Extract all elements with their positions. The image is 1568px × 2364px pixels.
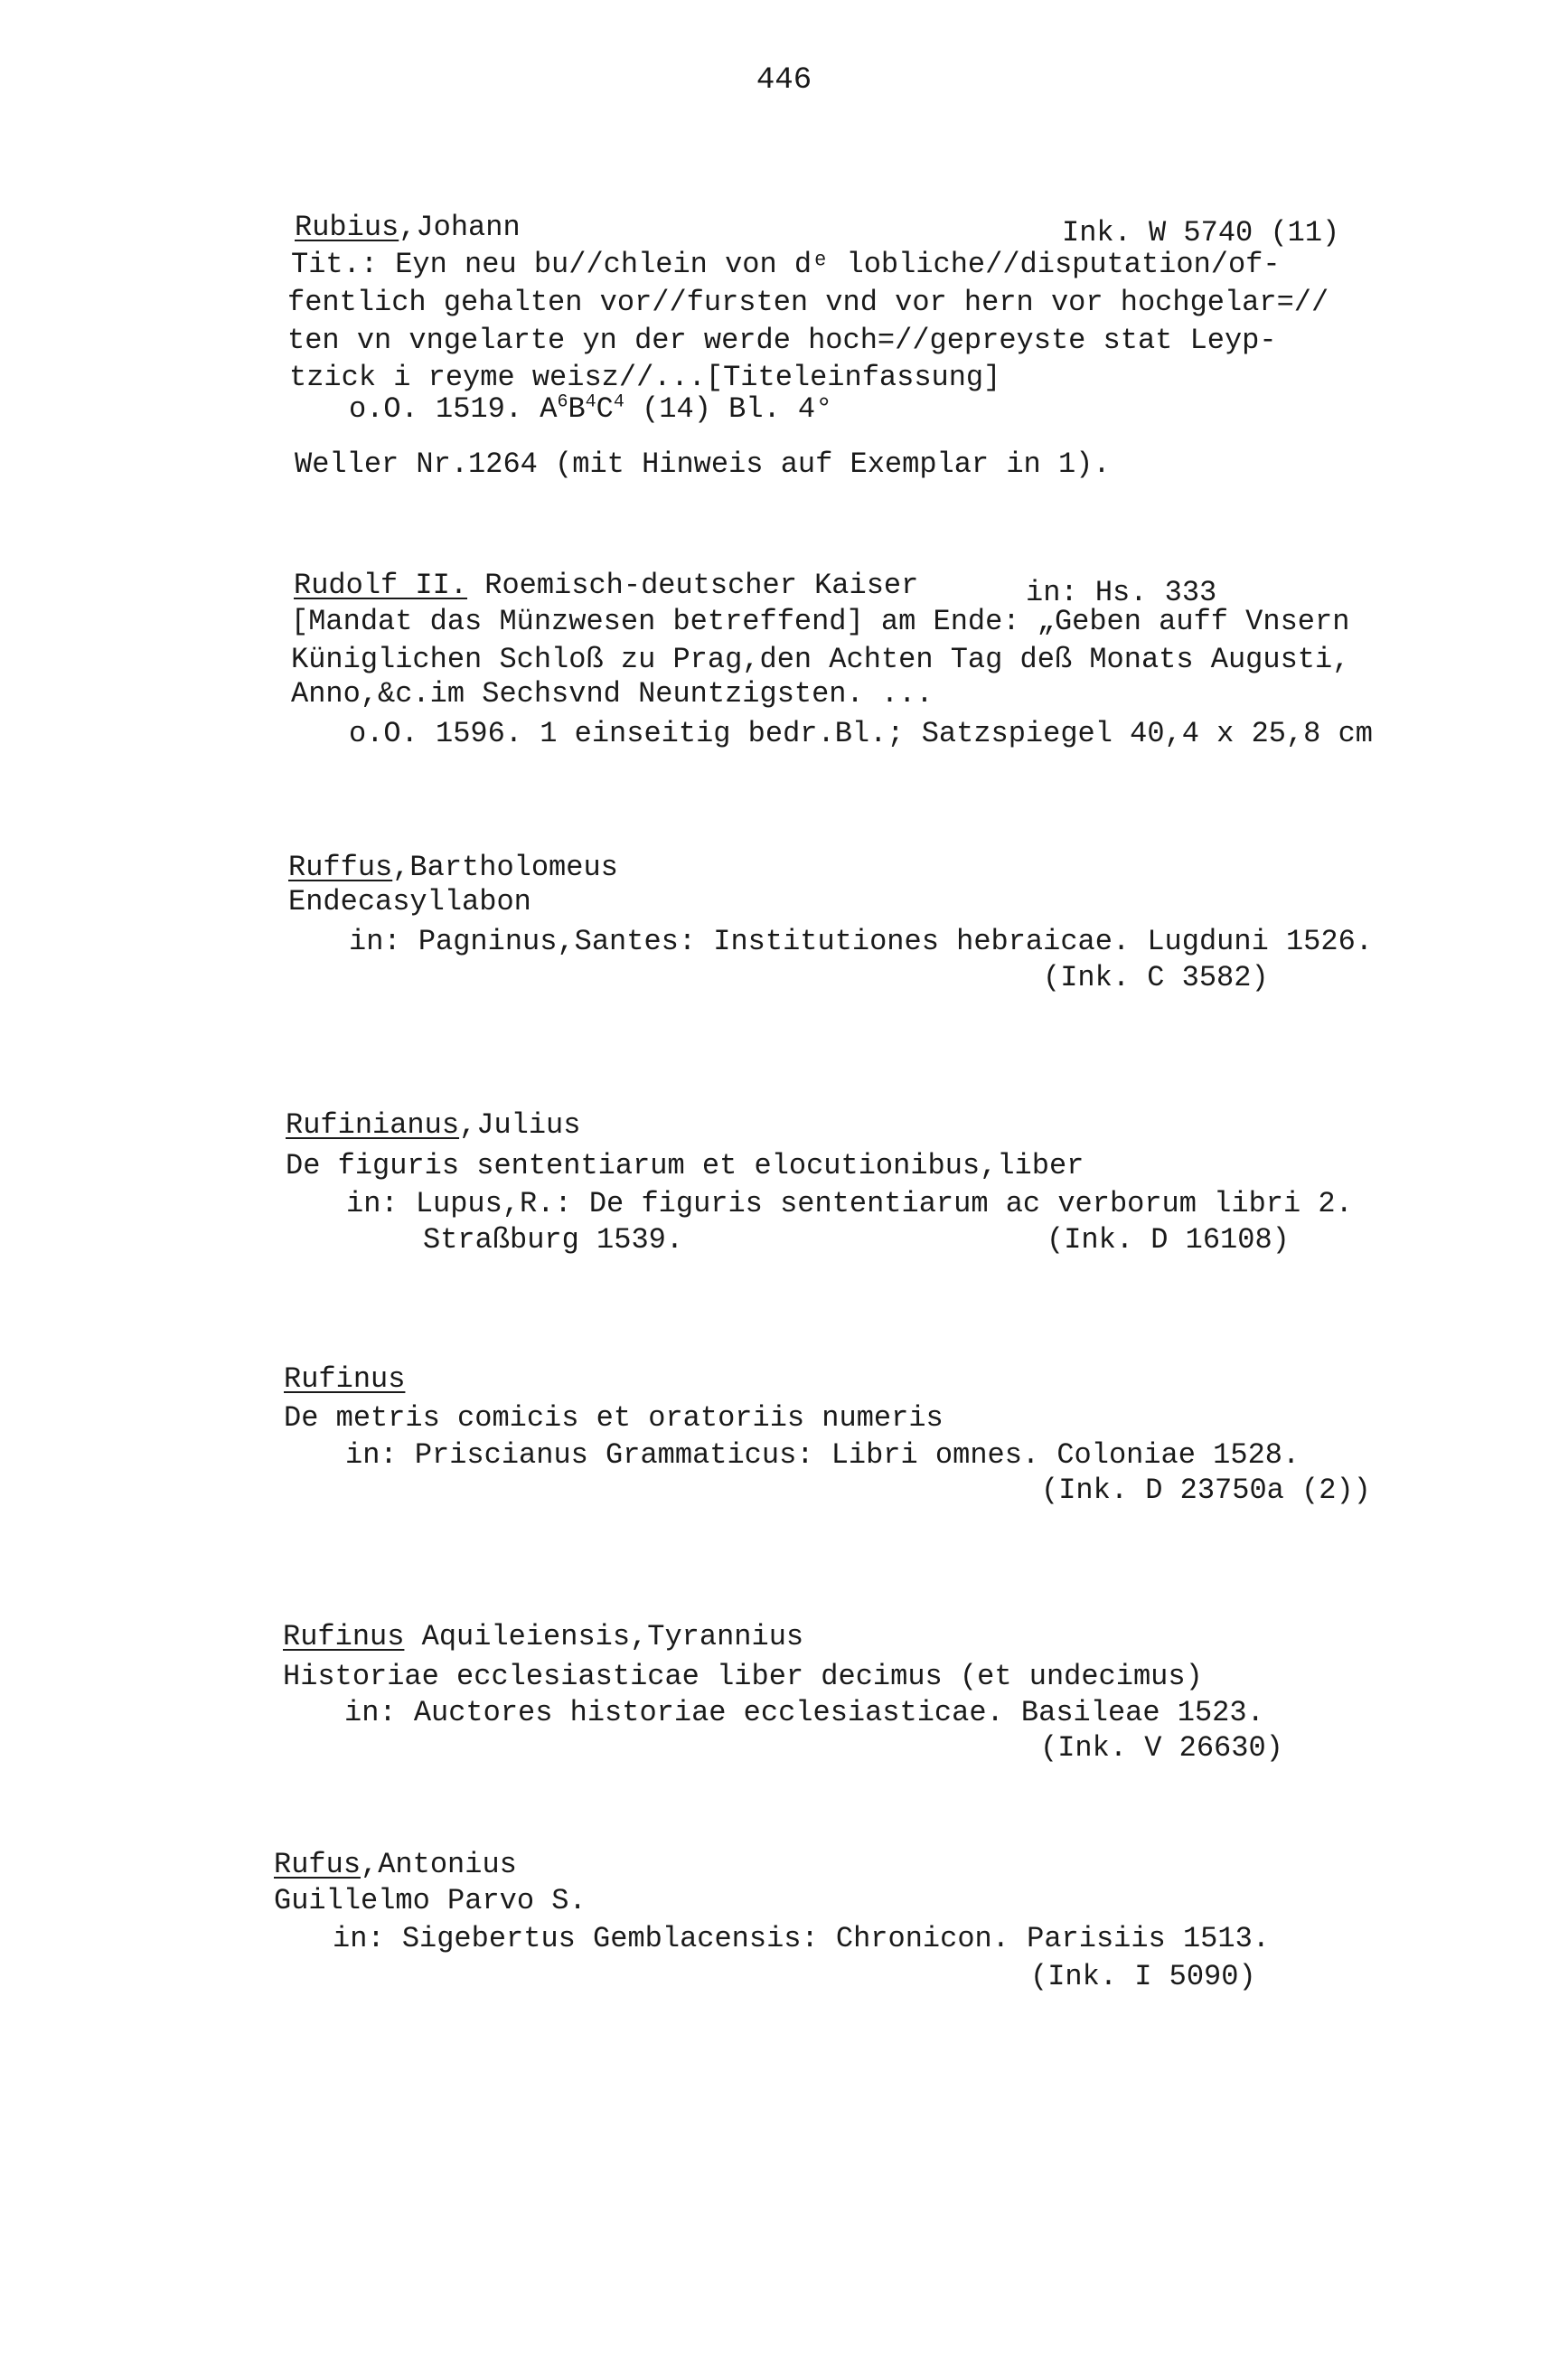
title-line: fentlich gehalten vor//fursten vnd vor hern vor hochgelar=// bbox=[287, 286, 1329, 319]
entry-heading bbox=[274, 1847, 517, 1883]
author-name: Rudolf II. bbox=[294, 569, 468, 602]
imprint-line: o.O. 1596. 1 einseitig bedr.Bl.; Satzspiegel 40,4 x 25,8 cm bbox=[349, 717, 1373, 750]
author-name: Rufus bbox=[274, 1848, 361, 1881]
author-forename: Aquileiensis,Tyrannius bbox=[404, 1620, 804, 1653]
author-name: Rufinianus bbox=[286, 1108, 460, 1142]
author-forename: ,Johann bbox=[399, 211, 521, 244]
author-name: Rufinus bbox=[283, 1620, 405, 1653]
entry-heading bbox=[295, 210, 521, 246]
shelfmark: Ink. W 5740 (11) bbox=[1062, 216, 1340, 250]
entry-heading bbox=[294, 568, 918, 604]
shelfmark: (Ink. C 3582) bbox=[1043, 961, 1269, 994]
collation-sup: 4 bbox=[585, 391, 596, 413]
title-line: Historiae ecclesiasticae liber decimus (et undecimus) bbox=[283, 1660, 1203, 1693]
title-line: tzick i reyme weisz//...[Titeleinfassung] bbox=[289, 361, 1001, 394]
page-number: 446 bbox=[756, 63, 812, 98]
in-line: in: Auctores historiae ecclesiasticae. Basileae 1523. bbox=[344, 1696, 1264, 1729]
imprint-suffix: (14) Bl. 4° bbox=[624, 392, 833, 426]
entry-heading bbox=[283, 1619, 803, 1655]
shelfmark: (Ink. D 23750a (2)) bbox=[1041, 1474, 1371, 1507]
entry-heading bbox=[288, 850, 618, 886]
shelfmark: (Ink. V 26630) bbox=[1040, 1731, 1283, 1765]
in-line: in: Pagninus,Santes: Institutiones hebraicae. Lugduni 1526. bbox=[349, 925, 1373, 958]
in-line: in: Lupus,R.: De figuris sententiarum ac verborum libri 2. bbox=[346, 1187, 1353, 1220]
author-name: Ruffus bbox=[288, 851, 393, 884]
title-line: De figuris sententiarum et elocutionibus,liber bbox=[286, 1149, 1084, 1182]
collation-sup: 6 bbox=[557, 391, 568, 413]
author-name: Rubius bbox=[295, 211, 399, 244]
shelfmark: (Ink. D 16108) bbox=[1047, 1223, 1290, 1257]
title-line: ten vn vngelarte yn der werde hoch=//gepreyste stat Leyp- bbox=[287, 324, 1277, 357]
entry-heading bbox=[286, 1107, 580, 1144]
title-line: Endecasyllabon bbox=[288, 885, 531, 918]
author-forename: ,Antonius bbox=[361, 1848, 517, 1881]
in-line: in: Priscianus Grammaticus: Libri omnes. Coloniae 1528. bbox=[345, 1438, 1300, 1472]
note-line: Weller Nr.1264 (mit Hinweis auf Exemplar in 1). bbox=[295, 447, 1111, 481]
title-line: Küniglichen Schloß zu Prag,den Achten Tag deß Monats Augusti, bbox=[291, 643, 1350, 676]
author-name: Rufinus bbox=[284, 1362, 406, 1396]
author-forename: ,Bartholomeus bbox=[392, 851, 618, 884]
shelfmark: (Ink. I 5090) bbox=[1030, 1960, 1256, 1993]
entry-heading bbox=[284, 1361, 405, 1398]
author-forename: ,Julius bbox=[459, 1108, 581, 1142]
title-line: [Mandat das Münzwesen betreffend] am Ende: „Geben auff Vnsern bbox=[291, 605, 1350, 638]
title-line: Tit.: Eyn neu bu//chlein von dᵉ lobliche//disputation/of- bbox=[291, 248, 1281, 281]
title-line: Guillelmo Parvo S. bbox=[274, 1884, 587, 1917]
imprint-prefix: o.O. 1519. A bbox=[349, 392, 558, 426]
place-line: Straßburg 1539. bbox=[423, 1223, 684, 1257]
imprint-line bbox=[349, 391, 832, 428]
shelfmark: in: Hs. 333 bbox=[1026, 576, 1217, 609]
title-line: De metris comicis et oratoriis numeris bbox=[284, 1401, 944, 1435]
collation-letter: B bbox=[568, 392, 586, 426]
collation-sup: 4 bbox=[613, 391, 624, 413]
collation-letter: C bbox=[596, 392, 614, 426]
title-line: Anno,&c.im Sechsvnd Neuntzigsten. ... bbox=[291, 677, 934, 711]
author-forename: Roemisch-deutscher Kaiser bbox=[467, 569, 919, 602]
in-line: in: Sigebertus Gemblacensis: Chronicon. Parisiis 1513. bbox=[333, 1922, 1270, 1955]
